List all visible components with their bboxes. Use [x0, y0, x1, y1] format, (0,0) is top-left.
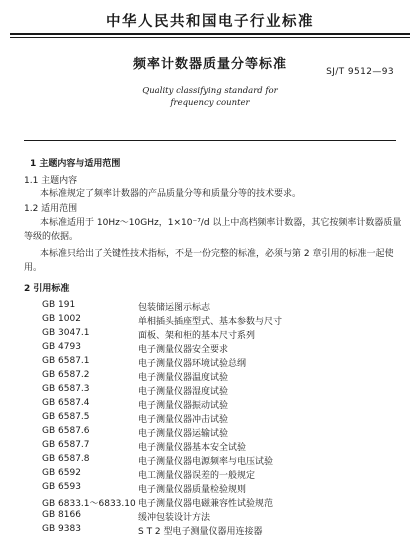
- reference-code: GB 8166: [42, 510, 81, 520]
- section-1-1-heading: 1.1 主题内容: [24, 176, 78, 186]
- reference-row: [0, 482, 420, 496]
- document-title: 频率计数器质量分等标准: [132, 57, 287, 72]
- reference-row: [0, 328, 420, 342]
- reference-row: [0, 370, 420, 384]
- reference-row: [0, 342, 420, 356]
- reference-row: [0, 468, 420, 482]
- reference-code: GB 4793: [42, 342, 81, 352]
- reference-name: 包装储运图示标志: [138, 303, 211, 313]
- reference-code: GB 6587.7: [42, 440, 90, 450]
- section-1-2-line-1: 本标准适用于 10Hz～10GHz，1×10⁻⁷/d 以上中高档频率计数器，其它按频率计数器质量: [40, 218, 402, 228]
- reference-row: [0, 510, 420, 524]
- reference-row: [0, 384, 420, 398]
- reference-code: GB 9383: [42, 524, 81, 534]
- reference-row: [0, 426, 420, 440]
- reference-name: 电工测量仪器误差的一般规定: [138, 471, 256, 481]
- section-1-heading: 1 主题内容与适用范围: [30, 159, 121, 169]
- reference-name: 电子测量仪器振动试验: [138, 401, 229, 411]
- reference-name: 电子测量仪器电源频率与电压试验: [138, 457, 274, 467]
- section-1-1-text: 本标准规定了频率计数器的产品质量分等和质量分等的技术要求。: [40, 189, 302, 199]
- header-rule-thin: [10, 37, 410, 38]
- reference-code: GB 6587.6: [42, 426, 90, 436]
- reference-row: [0, 496, 420, 510]
- reference-code: GB 6587.8: [42, 454, 90, 464]
- reference-code: GB 6587.5: [42, 412, 90, 422]
- reference-code: GB 191: [42, 300, 76, 310]
- reference-name: 缓冲包装设计方法: [138, 513, 211, 523]
- reference-name: 电子测量仪器电磁兼容性试验规范: [138, 499, 274, 509]
- section-1-2-line-2: 等级的依据。: [24, 232, 79, 242]
- reference-code: GB 6587.3: [42, 384, 90, 394]
- reference-row: [0, 356, 420, 370]
- section-1-2-heading: 1.2 适用范围: [24, 204, 78, 214]
- reference-name: 单相插头插座型式、基本参数与尺寸: [138, 317, 283, 327]
- standard-code: SJ/T 9512—93: [326, 67, 394, 77]
- reference-name: 电子测量仪器安全要求: [138, 345, 229, 355]
- reference-name: 电子测量仪器基本安全试验: [138, 443, 247, 453]
- reference-row: [0, 300, 420, 314]
- reference-name: S T 2 型电子测量仪器用连接器: [138, 527, 263, 537]
- english-title-line-2: frequency counter: [170, 98, 250, 108]
- reference-row: [0, 412, 420, 426]
- title-divider: [24, 140, 396, 141]
- section-2-heading: 2 引用标准: [24, 284, 70, 294]
- reference-code: GB 6833.1～6833.10: [42, 499, 136, 509]
- reference-code: GB 6593: [42, 482, 81, 492]
- reference-name: 电子测量仪器温度试验: [138, 373, 229, 383]
- reference-code: GB 6587.1: [42, 356, 90, 366]
- section-1-2-line-4: 用。: [24, 263, 43, 273]
- reference-code: GB 6592: [42, 468, 81, 478]
- reference-row: [0, 454, 420, 468]
- reference-row: [0, 398, 420, 412]
- reference-code: GB 3047.1: [42, 328, 90, 338]
- standard-header: 中华人民共和国电子行业标准: [106, 14, 314, 30]
- reference-name: 电子测量仪器质量检验规则: [138, 485, 247, 495]
- reference-name: 电子测量仪器环境试验总纲: [138, 359, 247, 369]
- reference-code: GB 6587.2: [42, 370, 90, 380]
- section-1-2-line-3: 本标准只给出了关键性技术指标，不是一份完整的标准，必须与第 2 章引用的标准一起使: [40, 249, 394, 259]
- reference-name: 电子测量仪器湿度试验: [138, 387, 229, 397]
- english-title-line-1: Quality classifying standard for: [142, 86, 278, 96]
- reference-name: 电子测量仪器运输试验: [138, 429, 229, 439]
- reference-row: [0, 440, 420, 454]
- reference-name: 面板、架和柜的基本尺寸系列: [138, 331, 256, 341]
- reference-name: 电子测量仪器冲击试验: [138, 415, 229, 425]
- reference-code: GB 6587.4: [42, 398, 90, 408]
- header-rule-thick: [10, 33, 410, 35]
- reference-row: [0, 524, 420, 538]
- reference-row: [0, 314, 420, 328]
- reference-code: GB 1002: [42, 314, 81, 324]
